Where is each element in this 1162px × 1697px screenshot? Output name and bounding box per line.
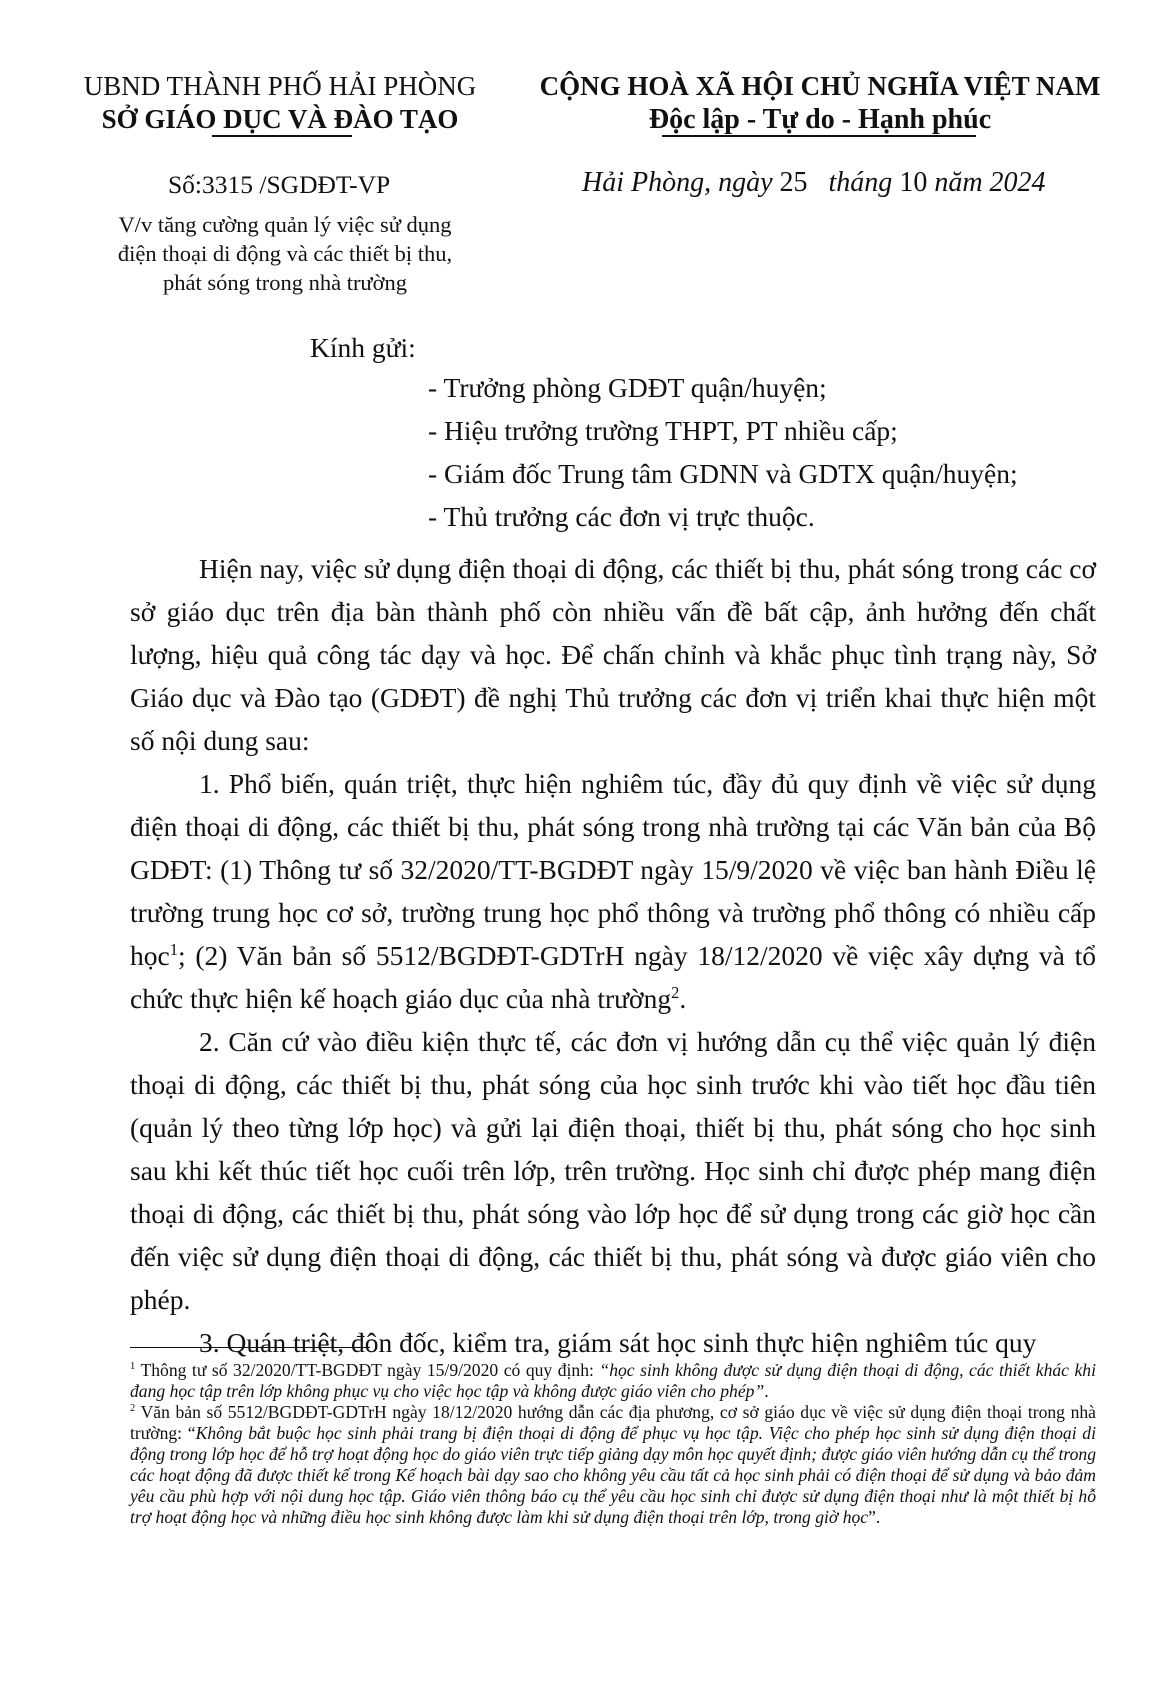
document-number: Số:3315 /SGDĐT-VP — [168, 170, 391, 199]
intro-paragraph: Hiện nay, việc sử dụng điện thoại di động, các thiết bị thu, phát sóng trong các cơ sở giáo dục trên địa bàn thành phố còn nhiều vấn đề bất cập, ảnh hưởng đến chất lượng, hiệu quả công tác dạy và học. Để chấn chỉnh và khắc phục tình trạng này, Sở Giáo dục và Đào tạo (GDĐT) đề nghị Thủ trưởng các đơn vị triển khai thực hiện một số nội dung sau: — [130, 553, 1096, 756]
recipient-list — [428, 366, 1018, 538]
department-underline — [212, 135, 352, 137]
item-3-paragraph: 3. Quán triệt, đôn đốc, kiểm tra, giám sát học sinh thực hiện nghiêm túc quy — [199, 1327, 1037, 1358]
motto-underline — [662, 135, 976, 137]
footnotes — [130, 1360, 1096, 1528]
motto: Độc lập - Tự do - Hạnh phúc — [648, 104, 992, 135]
footnote-ref-1: 1 — [169, 939, 178, 959]
national-header — [505, 70, 1135, 136]
footnote-separator — [130, 1347, 370, 1348]
recipient-item: - Giám đốc Trung tâm GDNN và GDTX quận/huyện; — [428, 458, 1018, 489]
item-2-paragraph: 2. Căn cứ vào điều kiện thực tế, các đơn vị hướng dẫn cụ thể việc quản lý điện thoại di động, các thiết bị thu, phát sóng của học sinh trước khi vào tiết học đầu tiên (quản lý theo từng lớp học) và gửi lại điện thoại, thiết bị thu, phát sóng cho học sinh sau khi kết thúc tiết học cuối trên lớp, trên trường. Học sinh chỉ được phép mang điện thoại di động, các thiết bị thu, phát sóng vào lớp học để sử dụng trong các giờ học cần đến việc sử dụng điện thoại di động, các thiết bị thu, phát sóng và được giáo viên cho phép. — [130, 1026, 1096, 1315]
footnote-2: $^2$ Văn bản số 5512/BGDĐT-GDTrH ngày 18/12/2020 hướng dẫn các địa phương, cơ sở giáo dục về việc sử dụng điện thoại trong nhà trường: “Không bắt buộc học sinh phải trang bị điện thoại di động để phục vụ học tập. Việc cho phép học sinh sử dụng điện thoại di động trong lớp học để hỗ trợ hoạt động học do giáo viên trực tiếp giảng dạy môn học quyết định; được giáo viên hướng dẫn cụ thể trong các hoạt động đã được thiết kế trong Kế hoạch bài dạy sao cho không yêu cầu tất cả học sinh phải có điện thoại để sử dụng và bảo đảm yêu cầu phù hợp với nội dung học tập. Giáo viên thông báo cụ thể yêu cầu học sinh chỉ được sử dụng điện thoại như là một thiết bị hỗ trợ hoạt động học và những điều học sinh không được làm khi sử dụng điện thoại trên lớp, trong giờ học”. — [130, 1402, 1096, 1527]
recipient-item: - Thủ trưởng các đơn vị trực thuộc. — [428, 501, 815, 532]
city-committee: UBND THÀNH PHỐ HẢI PHÒNG — [83, 71, 477, 101]
date-line: Hải Phòng, ngày 25 tháng 10 năm 2024 — [582, 167, 1046, 198]
footnote-1: $^1$ Thông tư số 32/2020/TT-BGDĐT ngày 15/9/2020 có quy định: “học sinh không được sử dụng điện thoại di động, các thiết khác khi đang học tập trên lớp không phục vụ cho việc học tập và không được giáo viên cho phép”. — [130, 1360, 1096, 1401]
item-1-paragraph: 1. Phổ biến, quán triệt, thực hiện nghiêm túc, đầy đủ quy định về việc sử dụng điện thoại di động, các thiết bị thu, phát sóng trong nhà trường tại các Văn bản của Bộ GDĐT: (1) Thông tư số 32/2020/TT-BGDĐT ngày 15/9/2020 về việc ban hành Điều lệ trường trung học cơ sở, trường trung học phổ thông và trường phổ thông có nhiều cấp học$^1$; (2) Văn bản số 5512/BGDĐT-GDTrH ngày 18/12/2020 về việc xây dựng và tổ chức thực hiện kế hoạch giáo dục của nhà trường$^2$. — [130, 768, 1096, 1014]
agency-header — [60, 70, 500, 136]
department-name: SỞ GIÁO DỤC VÀ ĐÀO TẠO — [101, 104, 459, 134]
letter-body — [130, 547, 1096, 1364]
country-title: CỘNG HOÀ XÃ HỘI CHỦ NGHĨA VIỆT NAM — [539, 71, 1101, 101]
subject: V/v tăng cường quản lý việc sử dụng điện thoại di động và các thiết bị thu, phát sóng trong nhà trường — [117, 212, 453, 295]
salutation: Kính gửi: — [310, 332, 416, 363]
recipient-item: - Hiệu trưởng trường THPT, PT nhiều cấp; — [428, 415, 898, 446]
footnote-ref-2: 2 — [671, 982, 680, 1002]
recipient-item: - Trưởng phòng GDĐT quận/huyện; — [428, 372, 827, 403]
